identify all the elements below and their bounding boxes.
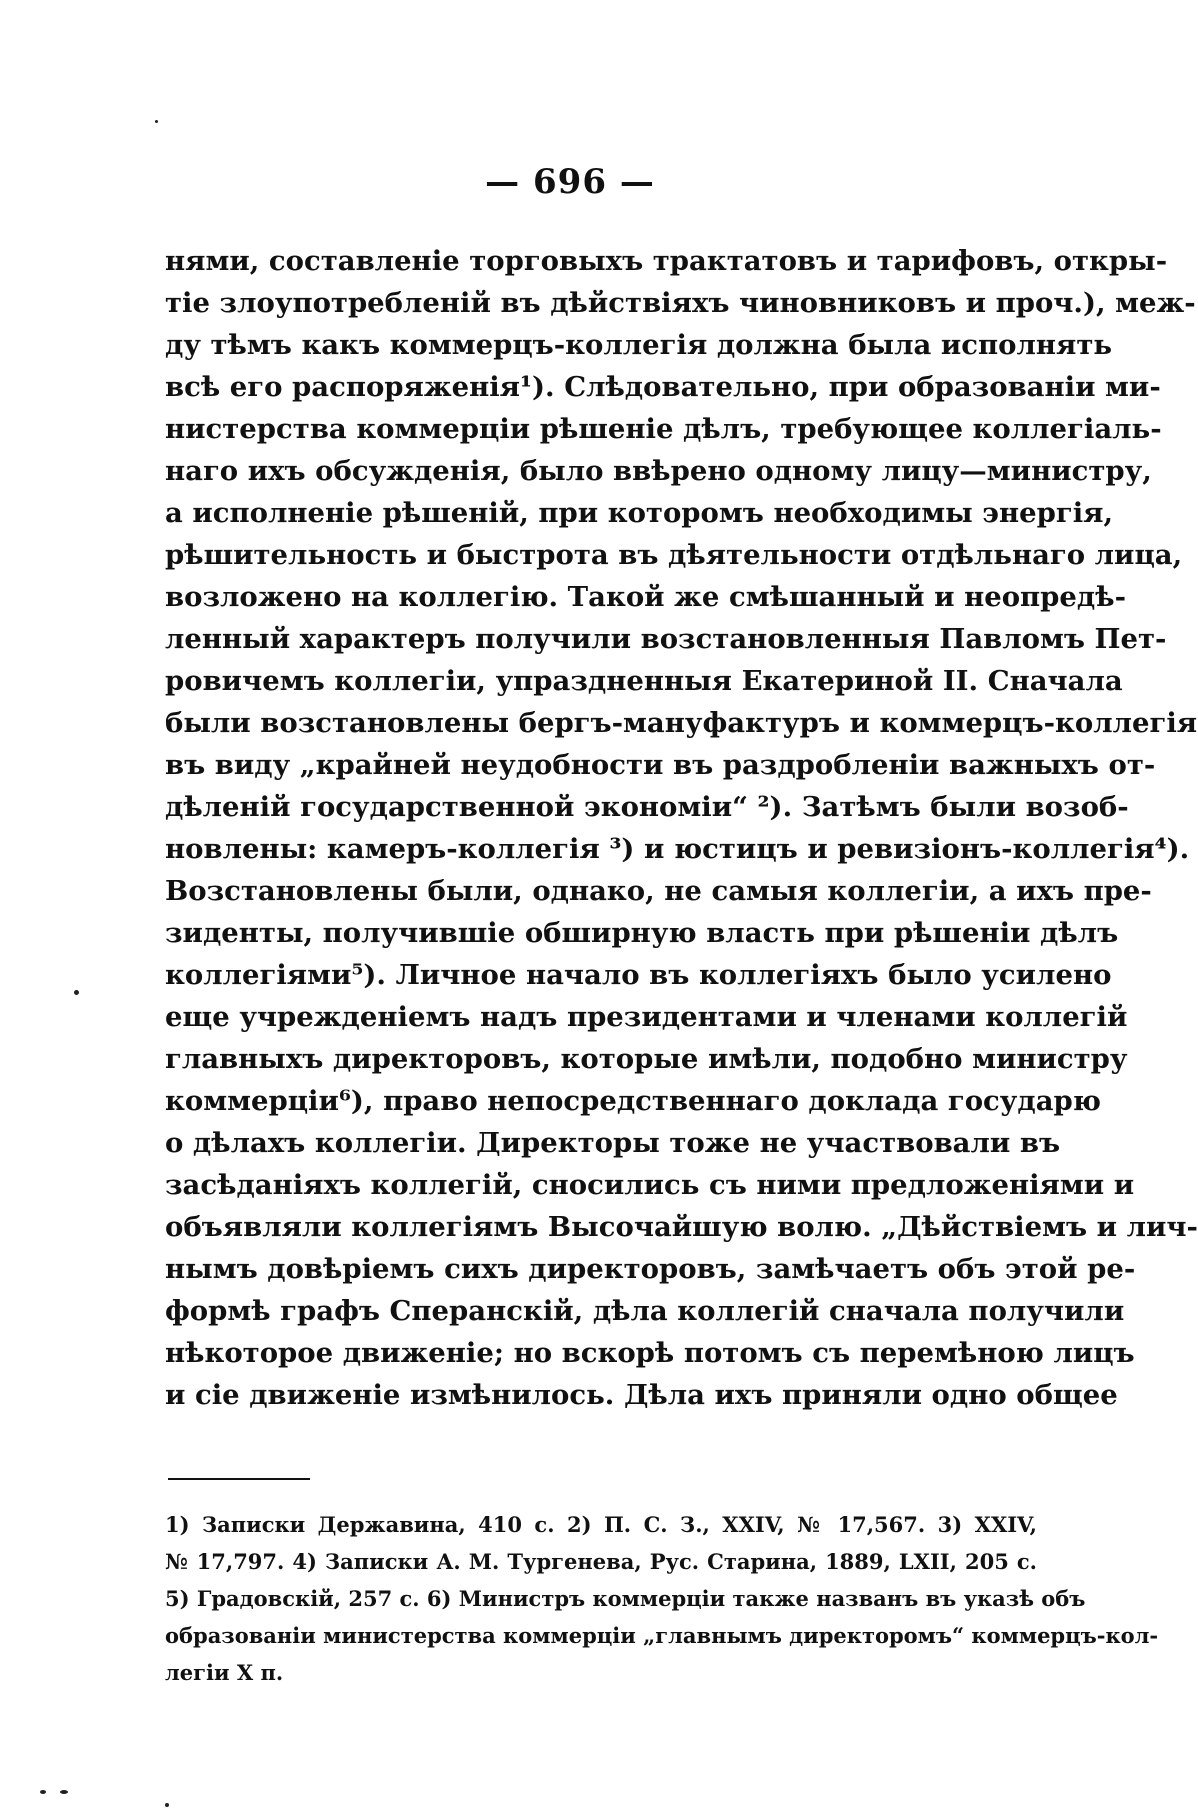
text-line: всѣ его распоряженія¹). Слѣдовательно, при образованіи ми- (165, 371, 1161, 403)
text-line: были возстановлены бергъ-мануфактуръ и коммерцъ-коллегія (165, 707, 1198, 739)
text-line: зиденты, получившіе обширную власть при рѣшеніи дѣлъ (165, 917, 1119, 949)
footnotes (165, 1506, 1159, 1691)
text-line: въ виду „крайней неудобности въ раздробленіи важныхъ от- (165, 749, 1156, 781)
text-line: ровичемъ коллегіи, упраздненныя Екатериной II. Сначала (165, 665, 1123, 697)
footnote-rule (168, 1478, 310, 1480)
page-number: — 696 — (485, 162, 655, 202)
footnote-line: 1) Записки Державина, 410 с. 2) П. С. З., XXIV, № 17,567. 3) XXIV, (165, 1512, 1037, 1537)
text-line: ду тѣмъ какъ коммерцъ-коллегія должна была исполнять (165, 329, 1113, 361)
main-text (165, 240, 1198, 1416)
text-line: рѣшительность и быстрота въ дѣятельности отдѣльнаго лица, (165, 539, 1183, 571)
text-line: главныхъ директоровъ, которые имѣли, подобно министру (165, 1043, 1128, 1075)
margin-speck (74, 990, 79, 995)
footnote-line: 5) Градовскій, 257 с. 6) Министръ коммерціи также названъ въ указѣ объ (165, 1586, 1086, 1611)
text-line: нѣкоторое движеніе; но вскорѣ потомъ съ перемѣною лицъ (165, 1337, 1135, 1369)
text-line: Возстановлены были, однако, не самыя коллегіи, а ихъ пре- (165, 875, 1152, 907)
margin-speck (165, 1803, 169, 1807)
text-line: нями, составленіе торговыхъ трактатовъ и тарифовъ, откры- (165, 245, 1168, 277)
footnote-line: № 17,797. 4) Записки А. М. Тургенева, Рус. Старина, 1889, LXII, 205 с. (165, 1549, 1037, 1574)
text-line: новлены: камеръ-коллегія ³) и юстицъ и ревизіонъ-коллегія⁴). (165, 833, 1190, 865)
text-line: ленный характеръ получили возстановленныя Павломъ Пет- (165, 623, 1167, 655)
text-line: объявляли коллегіямъ Высочайшую волю. „Дѣйствіемъ и лич- (165, 1211, 1198, 1243)
footnote-line: легіи Х п. (165, 1660, 284, 1685)
text-line: коммерціи⁶), право непосредственнаго доклада государю (165, 1085, 1101, 1117)
text-line: нымъ довѣріемъ сихъ директоровъ, замѣчаетъ объ этой ре- (165, 1253, 1136, 1285)
footnote-line: образованіи министерства коммерціи „главнымъ директоромъ“ коммерцъ-кол- (165, 1623, 1159, 1648)
margin-speck (155, 120, 158, 123)
text-line: тіе злоупотребленій въ дѣйствіяхъ чиновниковъ и проч.), меж- (165, 287, 1196, 319)
text-line: нистерства коммерціи рѣшеніе дѣлъ, требующее коллегіаль- (165, 413, 1162, 445)
margin-speck (40, 1790, 46, 1794)
text-line: и сіе движеніе измѣнилось. Дѣла ихъ приняли одно общее (165, 1379, 1118, 1411)
text-line: дѣленій государственной экономіи“ ²). Затѣмъ были возоб- (165, 791, 1129, 823)
text-line: засѣданіяхъ коллегій, сносились съ ними предложеніями и (165, 1169, 1135, 1201)
margin-speck (60, 1790, 68, 1794)
text-line: формѣ графъ Сперанскій, дѣла коллегій сначала получили (165, 1295, 1125, 1327)
text-line: коллегіями⁵). Личное начало въ коллегіяхъ было усилено (165, 959, 1112, 991)
text-line: еще учрежденіемъ надъ президентами и членами коллегій (165, 1001, 1128, 1033)
text-line: о дѣлахъ коллегіи. Директоры тоже не участвовали въ (165, 1127, 1061, 1159)
text-line: а исполненіе рѣшеній, при которомъ необходимы энергія, (165, 497, 1114, 529)
text-line: наго ихъ обсужденія, было ввѣрено одному лицу—министру, (165, 455, 1152, 487)
text-line: возложено на коллегію. Такой же смѣшанный и неопредѣ- (165, 581, 1126, 613)
